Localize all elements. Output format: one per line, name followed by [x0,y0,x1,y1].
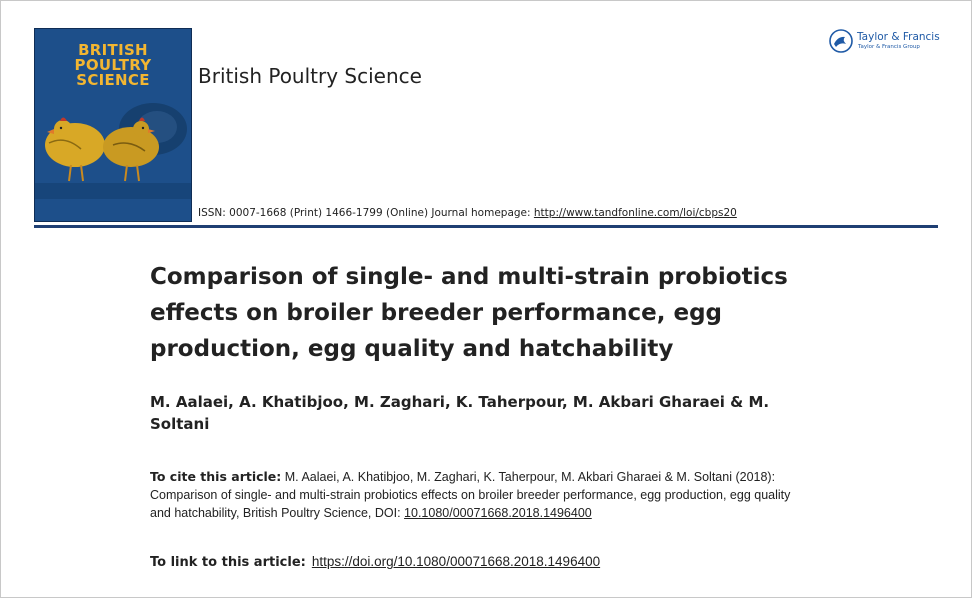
article-link-label: To link to this article: [150,555,306,570]
article-link-line [150,554,850,570]
publisher-logo[interactable] [828,28,948,56]
article-authors: M. Aalaei, A. Khatibjoo, M. Zaghari, K. Taherpour, M. Akbari Gharaei & M. Soltani [150,393,770,433]
publisher-name: Taylor & Francis [857,31,940,43]
article-title: Comparison of single- and multi-strain probiotics effects on broiler breeder performance, egg production, egg quality and hatchability [150,264,788,362]
issn-line [198,207,737,219]
citation-label: To cite this article: [150,469,282,484]
cover-title-line: SCIENCE [76,71,150,89]
citation-block [150,468,800,522]
cover-title-line: BRITISH [78,41,148,59]
journal-homepage-link[interactable]: http://www.tandfonline.com/loi/cbps20 [533,207,737,219]
journal-cover [34,28,192,222]
issn-text: ISSN: 0007-1668 (Print) 1466-1799 (Online) Journal homepage: [198,207,534,219]
citation-doi-link[interactable]: 10.1080/00071668.2018.1496400 [404,506,592,520]
cover-poultry-illustration [35,99,191,199]
cover-title [35,43,191,88]
publisher-subtitle: Taylor & Francis Group [858,44,920,50]
citation-text: M. Aalaei, A. Khatibjoo, M. Zaghari, K. Taherpour, M. Akbari Gharaei & M. Soltani (2018): Comparison of single- and multi-strain probiotics effects on broiler breeder performance, egg production, egg quality and hatchability, British Poultry Science, DOI: [150,470,791,520]
publisher-globe-icon [828,28,854,54]
cover-title-line: POULTRY [74,56,152,74]
article-doi-link[interactable]: https://doi.org/10.1080/00071668.2018.1496400 [311,554,601,569]
header-divider [34,225,938,228]
journal-title: British Poultry Science [198,64,422,88]
